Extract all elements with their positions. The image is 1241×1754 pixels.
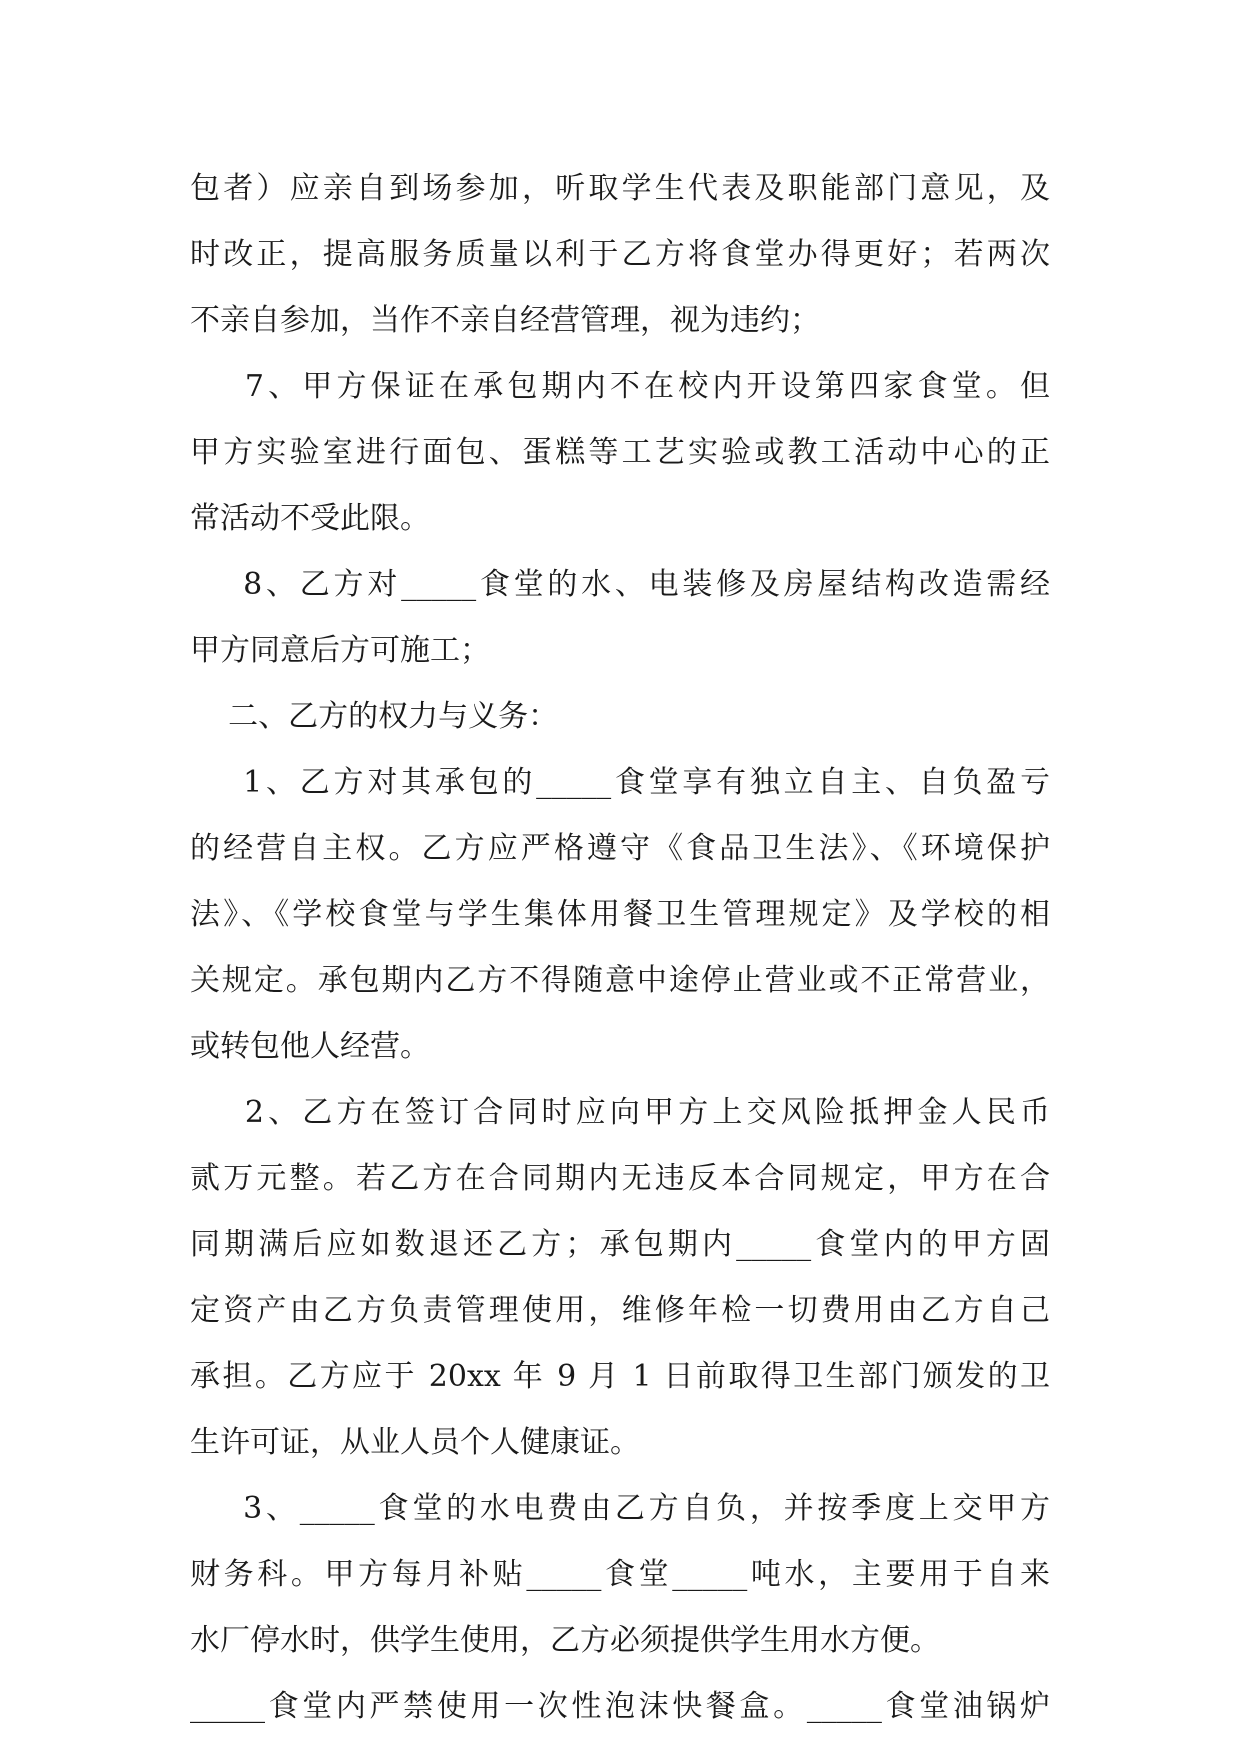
text-line: 法》、《学校食堂与学生集体用餐卫生管理规定》及学校的相 <box>190 897 1050 932</box>
text-line: 时改正，提高服务质量以利于乙方将食堂办得更好；若两次 <box>190 237 1050 272</box>
text-line: 生许可证，从业人员个人健康证。 <box>190 1425 640 1460</box>
text-line: 或转包他人经营。 <box>190 1029 430 1064</box>
text-line: _____食堂内严禁使用一次性泡沫快餐盒。_____食堂油锅炉 <box>190 1689 1050 1724</box>
text-line: 财务科。甲方每月补贴_____食堂_____吨水，主要用于自来 <box>190 1557 1050 1592</box>
text-line: 3、_____食堂的水电费由乙方自负，并按季度上交甲方 <box>190 1491 1050 1526</box>
text-line: 7、甲方保证在承包期内不在校内开设第四家食堂。但 <box>190 369 1050 404</box>
text-line: 甲方同意后方可施工； <box>190 633 490 668</box>
text-line: 8、乙方对_____食堂的水、电装修及房屋结构改造需经 <box>190 567 1050 602</box>
text-line: 定资产由乙方负责管理使用，维修年检一切费用由乙方自己 <box>190 1293 1050 1328</box>
text-line: 2、乙方在签订合同时应向甲方上交风险抵押金人民币 <box>190 1095 1050 1130</box>
text-line: 1、乙方对其承包的_____食堂享有独立自主、自负盈亏 <box>190 765 1050 800</box>
text-line: 的经营自主权。乙方应严格遵守《食品卫生法》、《环境保护 <box>190 831 1050 866</box>
document-body <box>190 156 1050 1740</box>
text-line: 常活动不受此限。 <box>190 501 430 536</box>
text-line: 贰万元整。若乙方在合同期内无违反本合同规定，甲方在合 <box>190 1161 1050 1196</box>
text-line: 关规定。承包期内乙方不得随意中途停止营业或不正常营业， <box>190 963 1050 998</box>
section-heading: 二、乙方的权力与义务： <box>190 699 559 734</box>
text-line: 包者）应亲自到场参加，听取学生代表及职能部门意见，及 <box>190 171 1050 206</box>
text-line: 水厂停水时，供学生使用，乙方必须提供学生用水方便。 <box>190 1623 940 1658</box>
text-line: 甲方实验室进行面包、蛋糕等工艺实验或教工活动中心的正 <box>190 435 1050 470</box>
text-line: 承担。乙方应于 20xx 年 9 月 1 日前取得卫生部门颁发的卫 <box>190 1359 1050 1394</box>
text-line: 不亲自参加，当作不亲自经营管理，视为违约； <box>190 303 820 338</box>
text-line: 同期满后应如数退还乙方；承包期内_____食堂内的甲方固 <box>190 1227 1050 1262</box>
